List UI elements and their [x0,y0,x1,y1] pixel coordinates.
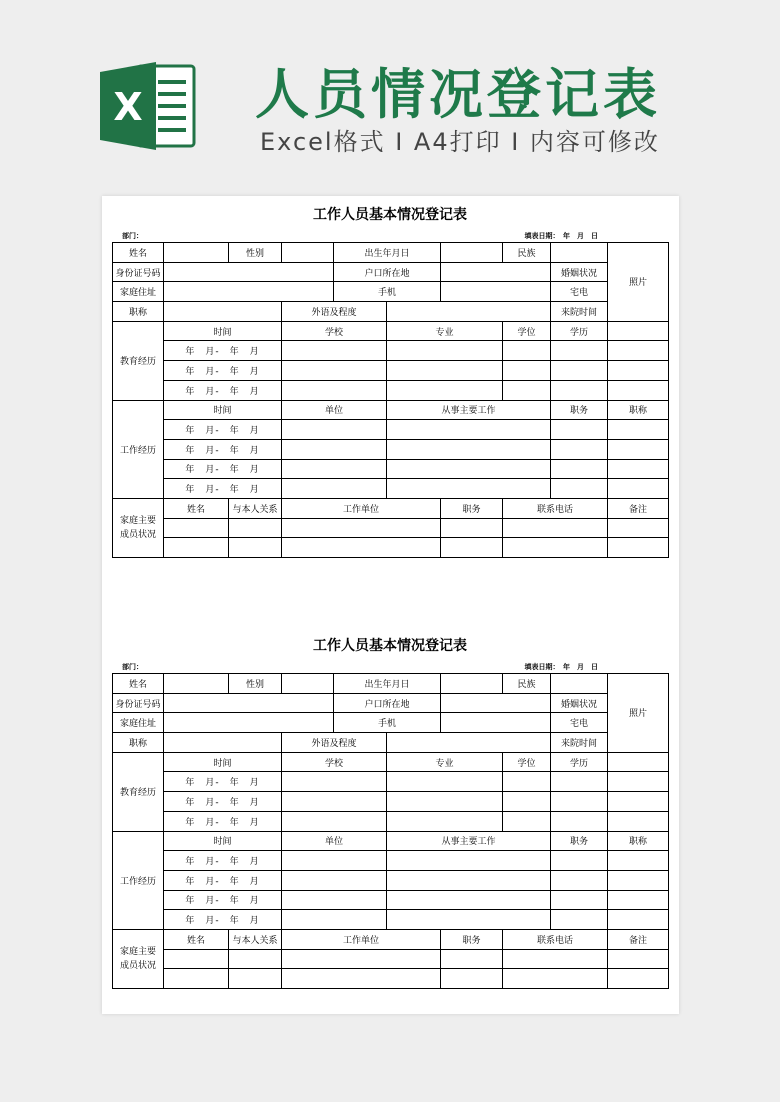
work-unit-cell[interactable] [282,459,387,479]
edu-period[interactable]: 年 月- 年 月 [164,380,282,400]
edu-extra-cell[interactable] [608,341,669,361]
edu-school-header: 学校 [282,321,387,341]
edu-education-cell[interactable] [551,361,608,381]
gender-input[interactable] [282,243,334,263]
banner-subtitle: Excel格式 I A4打印 I 内容可修改 [260,128,660,156]
id-number-label: 身份证号码 [113,693,164,713]
edu-education-header: 学历 [551,752,608,772]
excel-icon [100,60,198,152]
mobile-input[interactable] [441,282,551,302]
work-period[interactable]: 年 月- 年 月 [164,439,282,459]
family-name-header: 姓名 [164,929,229,949]
language-input[interactable] [387,733,551,753]
family-position-cell[interactable] [441,538,503,558]
edu-extra-header [608,752,669,772]
edu-major-header: 专业 [387,321,503,341]
edu-period[interactable]: 年 月- 年 月 [164,772,282,792]
gender-label: 性别 [229,243,282,263]
education-label: 教育经历 [113,752,164,831]
family-phone-header: 联系电话 [503,929,608,949]
work-unit-cell[interactable] [282,479,387,499]
work-title-cell[interactable] [608,910,669,930]
family-phone-header: 联系电话 [503,498,608,518]
work-period[interactable]: 年 月- 年 月 [164,851,282,871]
address-label: 家庭住址 [113,282,164,302]
work-label: 工作经历 [113,400,164,498]
work-unit-cell[interactable] [282,439,387,459]
work-title-header: 职称 [608,831,669,851]
edu-education-header: 学历 [551,321,608,341]
registration-table [112,242,669,558]
family-label [113,929,164,988]
registration-form [112,202,668,558]
edu-extra-header [608,321,669,341]
edu-major-cell[interactable] [387,380,503,400]
family-employer-cell[interactable] [282,969,441,989]
gender-label: 性别 [229,674,282,694]
family-label-line1: 家庭主要 [119,946,156,957]
work-position-cell[interactable] [551,420,608,440]
edu-period[interactable]: 年 月- 年 月 [164,811,282,831]
family-relation-header: 与本人关系 [229,929,282,949]
family-label [113,498,164,557]
family-relation-cell[interactable] [229,949,282,969]
work-position-cell[interactable] [551,870,608,890]
family-employer-header: 工作单位 [282,929,441,949]
fill-date-label: 填表日期： 年 月 日 [524,232,598,240]
edu-degree-cell[interactable] [503,792,551,812]
work-main-cell[interactable] [387,479,551,499]
id-number-label: 身份证号码 [113,262,164,282]
edu-major-cell[interactable] [387,792,503,812]
department-label: 部门： [122,663,143,671]
work-position-cell[interactable] [551,479,608,499]
family-label-line2: 成员状况 [119,529,156,540]
photo-cell[interactable]: 照片 [608,243,669,322]
work-main-cell[interactable] [387,870,551,890]
work-position-cell[interactable] [551,439,608,459]
edu-degree-cell[interactable] [503,341,551,361]
work-period[interactable]: 年 月- 年 月 [164,420,282,440]
family-remarks-cell[interactable] [608,969,669,989]
work-unit-header: 单位 [282,400,387,420]
work-position-header: 职务 [551,831,608,851]
ethnicity-input[interactable] [551,674,608,694]
family-phone-cell[interactable] [503,518,608,538]
ethnicity-input[interactable] [551,243,608,263]
id-number-input[interactable] [164,262,334,282]
title-input[interactable] [164,302,282,322]
family-label-line2: 成员状况 [119,960,156,971]
banner [0,0,780,190]
birth-input[interactable] [441,243,503,263]
mobile-label: 手机 [334,713,441,733]
edu-extra-cell[interactable] [608,811,669,831]
edu-education-cell[interactable] [551,341,608,361]
family-employer-header: 工作单位 [282,498,441,518]
edu-period[interactable]: 年 月- 年 月 [164,361,282,381]
work-position-cell[interactable] [551,851,608,871]
work-position-cell[interactable] [551,459,608,479]
edu-degree-header: 学位 [503,752,551,772]
family-name-cell[interactable] [164,538,229,558]
family-label-line1: 家庭主要 [119,515,156,526]
work-main-cell[interactable] [387,459,551,479]
hukou-label: 户口所在地 [334,693,441,713]
family-employer-cell[interactable] [282,518,441,538]
hukou-label: 户口所在地 [334,262,441,282]
work-main-cell[interactable] [387,439,551,459]
edu-extra-cell[interactable] [608,380,669,400]
edu-degree-cell[interactable] [503,811,551,831]
work-main-cell[interactable] [387,420,551,440]
id-number-input[interactable] [164,693,334,713]
family-name-cell[interactable] [164,518,229,538]
edu-school-cell[interactable] [282,792,387,812]
hukou-input[interactable] [441,693,551,713]
education-label: 教育经历 [113,321,164,400]
language-label: 外语及程度 [282,302,387,322]
registration-table [112,673,669,989]
ethnicity-label: 民族 [503,674,551,694]
address-label: 家庭住址 [113,713,164,733]
language-input[interactable] [387,302,551,322]
edu-degree-cell[interactable] [503,380,551,400]
home-phone-label: 宅电 [551,282,608,302]
family-employer-cell[interactable] [282,538,441,558]
work-unit-cell[interactable] [282,420,387,440]
join-date-label: 来院时间 [551,733,608,753]
family-employer-cell[interactable] [282,949,441,969]
work-unit-cell[interactable] [282,851,387,871]
work-title-header: 职称 [608,400,669,420]
document-page [102,196,679,1014]
form-title: 工作人员基本情况登记表 [313,207,467,223]
family-position-cell[interactable] [441,518,503,538]
work-period[interactable]: 年 月- 年 月 [164,459,282,479]
join-date-label: 来院时间 [551,302,608,322]
edu-degree-header: 学位 [503,321,551,341]
family-remarks-header: 备注 [608,929,669,949]
family-remarks-cell[interactable] [608,538,669,558]
work-title-cell[interactable] [608,420,669,440]
edu-degree-cell[interactable] [503,772,551,792]
family-position-header: 职务 [441,498,503,518]
name-label: 姓名 [113,674,164,694]
work-title-cell[interactable] [608,439,669,459]
family-relation-header: 与本人关系 [229,498,282,518]
work-main-cell[interactable] [387,890,551,910]
family-name-cell[interactable] [164,969,229,989]
work-unit-header: 单位 [282,831,387,851]
birth-input[interactable] [441,674,503,694]
department-label: 部门： [122,232,143,240]
marital-label: 婚姻状况 [551,693,608,713]
edu-education-cell[interactable] [551,380,608,400]
mobile-label: 手机 [334,282,441,302]
work-title-cell[interactable] [608,890,669,910]
registration-form [112,633,668,989]
family-position-cell[interactable] [441,949,503,969]
edu-school-header: 学校 [282,752,387,772]
work-position-header: 职务 [551,400,608,420]
edu-school-cell[interactable] [282,811,387,831]
edu-extra-cell[interactable] [608,361,669,381]
edu-major-cell[interactable] [387,811,503,831]
family-phone-cell[interactable] [503,538,608,558]
work-title-cell[interactable] [608,459,669,479]
edu-period[interactable]: 年 月- 年 月 [164,341,282,361]
form-title: 工作人员基本情况登记表 [313,638,467,654]
work-main-cell[interactable] [387,910,551,930]
edu-school-cell[interactable] [282,772,387,792]
marital-label: 婚姻状况 [551,262,608,282]
name-label: 姓名 [113,243,164,263]
ethnicity-label: 民族 [503,243,551,263]
family-relation-cell[interactable] [229,538,282,558]
work-period[interactable]: 年 月- 年 月 [164,479,282,499]
work-title-cell[interactable] [608,870,669,890]
work-main-header: 从事主要工作 [387,831,551,851]
edu-major-cell[interactable] [387,772,503,792]
work-time-header: 时间 [164,831,282,851]
family-relation-cell[interactable] [229,518,282,538]
title-input[interactable] [164,733,282,753]
work-unit-cell[interactable] [282,870,387,890]
birth-label: 出生年月日 [334,674,441,694]
edu-major-cell[interactable] [387,361,503,381]
edu-school-cell[interactable] [282,380,387,400]
edu-extra-cell[interactable] [608,772,669,792]
family-phone-cell[interactable] [503,969,608,989]
photo-cell[interactable]: 照片 [608,674,669,753]
work-position-cell[interactable] [551,910,608,930]
edu-school-cell[interactable] [282,341,387,361]
home-phone-label: 宅电 [551,713,608,733]
edu-education-cell[interactable] [551,811,608,831]
edu-time-header: 时间 [164,321,282,341]
edu-major-header: 专业 [387,752,503,772]
title-label: 职称 [113,733,164,753]
family-remarks-cell[interactable] [608,949,669,969]
work-title-cell[interactable] [608,479,669,499]
edu-time-header: 时间 [164,752,282,772]
edu-major-cell[interactable] [387,341,503,361]
title-label: 职称 [113,302,164,322]
gender-input[interactable] [282,674,334,694]
address-input[interactable] [164,713,334,733]
family-name-cell[interactable] [164,949,229,969]
family-relation-cell[interactable] [229,969,282,989]
edu-extra-cell[interactable] [608,792,669,812]
fill-date-label: 填表日期： 年 月 日 [524,663,598,671]
family-phone-cell[interactable] [503,949,608,969]
edu-degree-cell[interactable] [503,361,551,381]
edu-period[interactable]: 年 月- 年 月 [164,792,282,812]
edu-school-cell[interactable] [282,361,387,381]
family-remarks-header: 备注 [608,498,669,518]
hukou-input[interactable] [441,262,551,282]
family-position-header: 职务 [441,929,503,949]
work-position-cell[interactable] [551,890,608,910]
work-period[interactable]: 年 月- 年 月 [164,870,282,890]
edu-education-cell[interactable] [551,792,608,812]
work-main-cell[interactable] [387,851,551,871]
work-period[interactable]: 年 月- 年 月 [164,890,282,910]
family-remarks-cell[interactable] [608,518,669,538]
name-input[interactable] [164,243,229,263]
address-input[interactable] [164,282,334,302]
logo-letter: X [113,85,143,129]
name-input[interactable] [164,674,229,694]
work-label: 工作经历 [113,831,164,929]
language-label: 外语及程度 [282,733,387,753]
work-unit-cell[interactable] [282,890,387,910]
banner-title: 人员情况登记表 [255,63,661,126]
family-position-cell[interactable] [441,969,503,989]
family-name-header: 姓名 [164,498,229,518]
birth-label: 出生年月日 [334,243,441,263]
work-time-header: 时间 [164,400,282,420]
edu-education-cell[interactable] [551,772,608,792]
work-main-header: 从事主要工作 [387,400,551,420]
work-unit-cell[interactable] [282,910,387,930]
mobile-input[interactable] [441,713,551,733]
work-period[interactable]: 年 月- 年 月 [164,910,282,930]
work-title-cell[interactable] [608,851,669,871]
